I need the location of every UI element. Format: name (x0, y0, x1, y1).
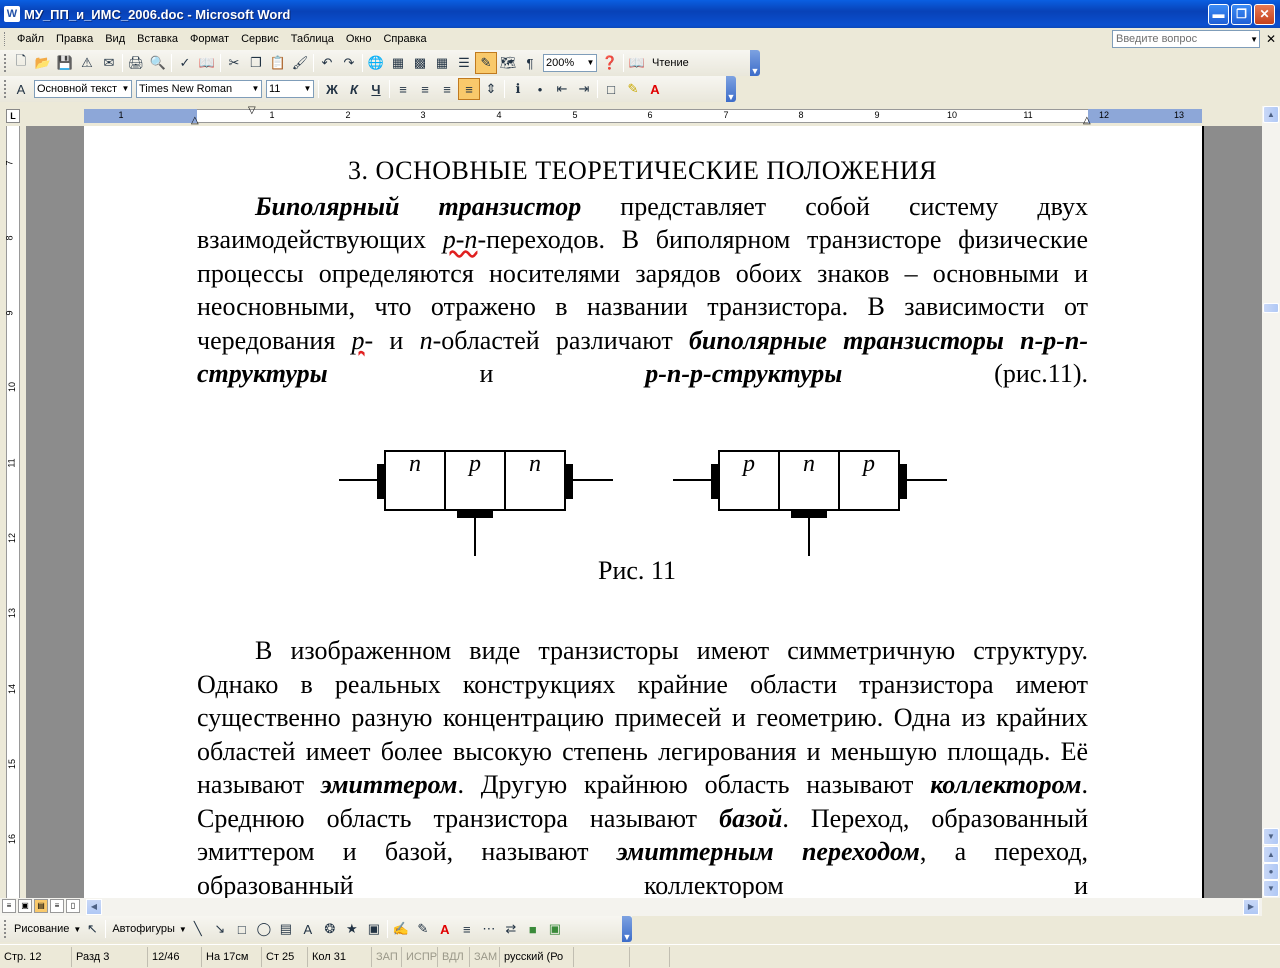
reading-view-icon[interactable]: ▯ (66, 899, 80, 913)
chevron-down-icon[interactable]: ▼ (251, 84, 260, 93)
close-button[interactable]: ✕ (1254, 4, 1275, 25)
ruler-number: 1 (118, 110, 124, 120)
chevron-down-icon[interactable]: ▼ (73, 924, 82, 934)
shadow-icon[interactable]: ■ (528, 921, 537, 937)
toolbar-grip[interactable] (4, 80, 7, 98)
term-base[interactable]: базой (719, 803, 783, 833)
styles-icon[interactable]: A (16, 81, 26, 97)
align-center-icon[interactable]: ≡ (421, 81, 429, 97)
para2-text-4[interactable]: . Переход, образованный эмиттером и базой, называют (197, 803, 1089, 866)
minimize-button[interactable]: ▬ (1208, 4, 1229, 25)
transistor-figure[interactable] (334, 441, 954, 556)
term-collector[interactable]: коллектором (930, 770, 1082, 799)
print-preview-icon[interactable]: 🔍 (149, 55, 167, 70)
separator (504, 80, 505, 98)
bullets-icon[interactable]: • (537, 81, 543, 97)
vertical-scrollbar[interactable] (1262, 106, 1280, 898)
insert-excel-icon[interactable]: ▦ (435, 55, 449, 70)
document-map-icon[interactable]: 🗺 (499, 55, 517, 70)
separator (313, 54, 314, 72)
diagram-icon[interactable]: ❂ (324, 921, 336, 936)
font-select[interactable] (136, 80, 262, 98)
ruler-number: 13 (1173, 110, 1185, 120)
menu-bar (0, 28, 1280, 50)
tables-borders-icon[interactable]: ▦ (391, 55, 405, 70)
scroll-up-icon[interactable]: ▲ (1263, 106, 1279, 123)
status-page[interactable]: Стр. 12 (0, 947, 72, 967)
menu-format[interactable]: Формат (190, 33, 230, 45)
font-value: Times New Roman (139, 83, 233, 95)
status-record-macro[interactable]: ЗАП (372, 947, 402, 967)
status-extend[interactable]: ВДЛ (438, 947, 470, 967)
base-contact (457, 510, 493, 518)
pnp-structure[interactable] (673, 451, 947, 556)
menu-edit[interactable]: Правка (56, 33, 94, 45)
emitter-contact (377, 464, 385, 499)
ruler-number: 3 (420, 110, 426, 120)
para1-text-5[interactable]: и (327, 359, 646, 388)
standard-toolbar (0, 50, 760, 76)
toolbar-options-icon[interactable]: ▼ (726, 76, 736, 102)
ruler-number: 9 (4, 310, 15, 316)
rectangle-icon[interactable]: □ (237, 921, 246, 937)
paragraph-2[interactable] (197, 634, 1088, 898)
word-app-icon[interactable]: W (4, 6, 20, 22)
separator (597, 80, 598, 98)
bold-icon[interactable]: Ж (326, 81, 338, 97)
ruler-number: 13 (7, 607, 18, 619)
columns-icon[interactable]: ☰ (458, 55, 470, 70)
region-label: n (803, 451, 815, 477)
collector-contact (899, 464, 907, 499)
browse-object-icon[interactable]: ● (1263, 863, 1279, 880)
ruler-number: 2 (345, 110, 351, 120)
line-spacing-icon[interactable]: ⇕ (485, 81, 497, 96)
new-document-icon[interactable]: 🗋 (15, 53, 27, 68)
ruler-number: 8 (798, 110, 804, 120)
status-spelling[interactable] (574, 947, 630, 967)
autoshapes-menu[interactable]: Автофигуры (112, 923, 175, 935)
ruler-number: 12 (1098, 110, 1110, 120)
section-heading[interactable]: 3. ОСНОВНЫЕ ТЕОРЕТИЧЕСКИЕ ПОЛОЖЕНИЯ (348, 156, 937, 185)
web-view-icon[interactable]: ▣ (18, 899, 32, 913)
copy-icon[interactable]: ❐ (250, 55, 262, 70)
status-section[interactable]: Разд 3 (72, 947, 148, 967)
print-icon[interactable]: 🖨 (127, 55, 145, 70)
vertical-ruler[interactable] (0, 126, 26, 898)
format-painter-icon[interactable]: 🖌 (291, 55, 309, 70)
toolbar-options-icon[interactable]: ▼ (622, 916, 632, 942)
decrease-indent-icon[interactable]: ⇤ (556, 81, 568, 96)
status-bar (0, 944, 1280, 968)
status-position[interactable]: На 17см (202, 947, 262, 967)
page-text-2[interactable] (197, 634, 1088, 898)
help-search-input[interactable] (1112, 30, 1260, 48)
pilcrow-icon[interactable]: ¶ (526, 55, 534, 71)
chevron-down-icon[interactable]: ▼ (1250, 35, 1258, 44)
borders-icon[interactable]: □ (607, 81, 615, 97)
drawing-menu[interactable]: Рисование (14, 923, 70, 935)
menu-insert[interactable]: Вставка (137, 33, 179, 45)
region-label: p (743, 451, 755, 477)
chevron-down-icon[interactable]: ▼ (121, 84, 130, 93)
align-right-icon[interactable]: ≡ (443, 81, 451, 97)
line-icon[interactable]: ╲ (193, 921, 202, 936)
left-indent-marker[interactable]: △ (191, 115, 199, 126)
figure-caption[interactable]: Рис. 11 (598, 556, 676, 585)
print-layout-icon[interactable]: ▤ (34, 899, 48, 913)
status-language[interactable]: русский (Ро (500, 947, 574, 967)
npn-structure[interactable] (339, 451, 613, 556)
scroll-down-icon[interactable]: ▼ (1263, 828, 1279, 845)
separator (122, 54, 123, 72)
right-indent-marker[interactable]: △ (1083, 115, 1091, 126)
maximize-button[interactable]: ❐ (1231, 4, 1252, 25)
font-color-icon[interactable]: A (650, 81, 660, 97)
previous-page-icon[interactable]: ▲ (1263, 846, 1279, 863)
paste-icon[interactable]: 📋 (269, 55, 287, 70)
page[interactable] (84, 126, 1204, 898)
help-icon[interactable]: ❓ (601, 55, 619, 70)
outline-view-icon[interactable]: ≡ (50, 899, 64, 913)
menu-file[interactable]: Файл (17, 33, 45, 45)
numbering-icon[interactable]: ℹ (515, 81, 521, 96)
ruler-number: 15 (7, 758, 18, 770)
first-line-indent-marker[interactable]: ▽ (248, 105, 256, 116)
style-value: Основной текст (37, 83, 117, 95)
tab-selector[interactable]: L (6, 109, 20, 123)
insert-table-icon[interactable]: ▩ (413, 55, 427, 70)
separator (105, 920, 106, 938)
status-line[interactable]: Ст 25 (262, 947, 308, 967)
scroll-thumb[interactable] (1263, 303, 1279, 313)
page-text[interactable] (197, 126, 1088, 391)
read-button[interactable]: Чтение (652, 57, 689, 69)
para1-text-4[interactable]: -областей различают (432, 325, 689, 355)
menu-window[interactable]: Окно (345, 33, 372, 45)
term-emitter-junction[interactable]: эмиттерным переходом (616, 837, 920, 866)
email-icon[interactable]: ✉ (103, 55, 115, 70)
scroll-right-icon[interactable]: ▶ (1243, 899, 1259, 915)
region-label: n (529, 451, 541, 477)
scroll-left-icon[interactable]: ◀ (86, 899, 102, 915)
base-contact (791, 510, 827, 518)
separator (318, 80, 319, 98)
view-buttons (2, 899, 82, 913)
style-select[interactable] (34, 80, 132, 98)
ruler-number: 7 (4, 160, 15, 166)
select-objects-icon[interactable]: ↖ (86, 921, 98, 936)
fill-color-icon[interactable]: ✍ (392, 921, 409, 936)
horizontal-scrollbar[interactable] (0, 898, 1262, 916)
redo-icon[interactable]: ↷ (343, 55, 355, 70)
p-term[interactable]: p (351, 325, 365, 355)
separator (362, 54, 363, 72)
next-page-icon[interactable]: ▼ (1263, 880, 1279, 897)
horizontal-ruler[interactable] (0, 106, 1280, 126)
para2-text-1[interactable]: В изображенном виде транзисторы имеют симметричную структуру. Однако в реальных конструкциях крайние области транзистора имеют существенно разную концентрацию примесей и геометрию. Одна из крайних областей имеет более высокую степень легирования и меньшую площадь. Её называют (197, 636, 1088, 799)
ruler-number: 10 (7, 381, 18, 393)
open-folder-icon[interactable]: 📂 (34, 55, 52, 70)
region-label: n (409, 451, 421, 477)
document-area[interactable] (26, 126, 1262, 898)
chevron-down-icon[interactable]: ▼ (586, 58, 595, 67)
para2-text-3[interactable]: . Среднюю область транзистора называют (197, 770, 1088, 833)
separator (220, 54, 221, 72)
font-size-value: 11 (269, 83, 281, 95)
line-color-icon[interactable]: ✎ (417, 921, 429, 936)
vertical-ruler-scale[interactable] (6, 126, 20, 898)
menu-grip[interactable] (4, 32, 7, 46)
clipart-icon[interactable]: ★ (346, 921, 358, 936)
region-label: p (469, 451, 481, 477)
zoom-value: 200% (546, 57, 575, 69)
ruler-number: 1 (269, 110, 275, 120)
para1-text-2[interactable]: -переходов. В биполярном транзисторе физические процессы определяются носителями зарядов обоих знаков – основными и неосновными, что отражено в названии транзистора. В зависимости от чередования (197, 225, 1088, 355)
document-close-icon[interactable]: ✕ (1265, 32, 1276, 46)
term-emitter[interactable]: эмиттером (320, 770, 458, 799)
para1-text-1[interactable]: представляет собой систему двух взаимодействующих (197, 191, 1088, 254)
term-pnp[interactable]: p-n-p-структуры (645, 359, 843, 388)
highlight-icon[interactable]: ✎ (627, 81, 639, 96)
3d-icon[interactable]: ▣ (548, 921, 561, 936)
picture-icon[interactable]: ▣ (367, 921, 380, 936)
menu-table[interactable]: Таблица (290, 33, 334, 45)
font-color-icon[interactable]: A (440, 921, 450, 937)
separator (389, 80, 390, 98)
research-icon[interactable]: 📖 (198, 55, 216, 70)
dash-style-icon[interactable]: ⋯ (482, 921, 496, 936)
toolbar-options-icon[interactable]: ▼ (750, 50, 760, 76)
pn-term[interactable]: p-n (442, 225, 478, 254)
ruler-number: 7 (723, 110, 729, 120)
oval-icon[interactable]: ◯ (256, 921, 272, 936)
ruler-number: 9 (874, 110, 880, 120)
align-left-icon[interactable]: ≡ (399, 81, 407, 97)
ruler-number: 11 (6, 458, 17, 468)
chevron-down-icon[interactable]: ▼ (303, 84, 312, 93)
ruler-number: 8 (4, 235, 15, 241)
read-icon[interactable]: 📖 (628, 55, 646, 70)
ruler-number: 14 (7, 683, 18, 695)
ruler-number: 4 (496, 110, 502, 120)
ruler-number: 6 (647, 110, 653, 120)
ruler-left-margin (84, 109, 197, 123)
para1-text-3[interactable]: - и (364, 325, 420, 355)
status-column[interactable]: Кол 31 (308, 947, 372, 967)
arrow-style-icon[interactable]: ⇄ (505, 921, 517, 936)
increase-indent-icon[interactable]: ⇥ (578, 81, 590, 96)
menu-view[interactable]: Вид (105, 33, 126, 45)
spelling-icon[interactable]: ✓ (179, 55, 191, 70)
arrow-icon[interactable]: ↘ (214, 921, 226, 936)
separator (171, 54, 172, 72)
normal-view-icon[interactable]: ≡ (2, 899, 16, 913)
justify-icon[interactable]: ≡ (458, 78, 480, 100)
title-bar (0, 0, 1280, 28)
collector-contact (565, 464, 573, 499)
drawing-toolbar (0, 916, 632, 942)
ruler-number: 5 (572, 110, 578, 120)
italic-icon[interactable]: К (350, 81, 358, 97)
permission-icon[interactable]: ⚠ (81, 55, 93, 70)
para2-text-5[interactable]: , а переход, образованный коллектором и (197, 837, 1088, 898)
undo-icon[interactable]: ↶ (321, 55, 333, 70)
separator (387, 920, 388, 938)
status-overtype[interactable]: ЗАМ (470, 947, 500, 967)
drawing-icon[interactable]: ✎ (475, 52, 497, 74)
zoom-select[interactable] (543, 54, 597, 72)
paragraph-1[interactable] (197, 190, 1088, 391)
cut-icon[interactable]: ✂ (228, 55, 240, 70)
status-track-changes[interactable]: ИСПР (402, 947, 438, 967)
n-term[interactable]: n (419, 325, 433, 355)
ruler-number: 11 (1023, 110, 1033, 120)
separator (623, 54, 624, 72)
menu-help[interactable]: Справка (383, 33, 427, 45)
para2-text-2[interactable]: . Другую крайнюю область называют (457, 770, 931, 799)
ruler-number: 10 (946, 110, 958, 120)
menu-tools[interactable]: Сервис (241, 33, 279, 45)
hyperlink-icon[interactable]: 🌐 (367, 55, 385, 70)
ruler-number: 16 (7, 833, 18, 845)
term-npn[interactable]: биполярные транзисторы n-p-n-структуры (197, 325, 1089, 388)
emitter-contact (711, 464, 719, 499)
underline-icon[interactable]: Ч (371, 81, 381, 97)
save-icon[interactable]: 💾 (56, 55, 74, 70)
chevron-down-icon[interactable]: ▼ (178, 924, 187, 934)
wordart-icon[interactable]: A (303, 921, 313, 937)
para1-text-6[interactable]: (рис.11). (842, 359, 1088, 388)
formatting-toolbar (0, 76, 736, 102)
help-search-placeholder: Введите вопрос (1116, 33, 1198, 45)
line-style-icon[interactable]: ≡ (463, 921, 471, 937)
toolbar-grip[interactable] (4, 54, 7, 72)
status-pages[interactable]: 12/46 (148, 947, 202, 967)
toolbar-grip[interactable] (4, 920, 7, 938)
textbox-icon[interactable]: ▤ (279, 921, 292, 936)
status-extra (630, 947, 670, 967)
window-title: МУ_ПП_и_ИМС_2006.doc - Microsoft Word (24, 6, 291, 22)
region-label: p (863, 451, 875, 477)
term-bipolar-transistor[interactable]: Биполярный транзистор (255, 191, 582, 221)
ruler-number: 12 (7, 532, 18, 544)
font-size-select[interactable] (266, 80, 314, 98)
